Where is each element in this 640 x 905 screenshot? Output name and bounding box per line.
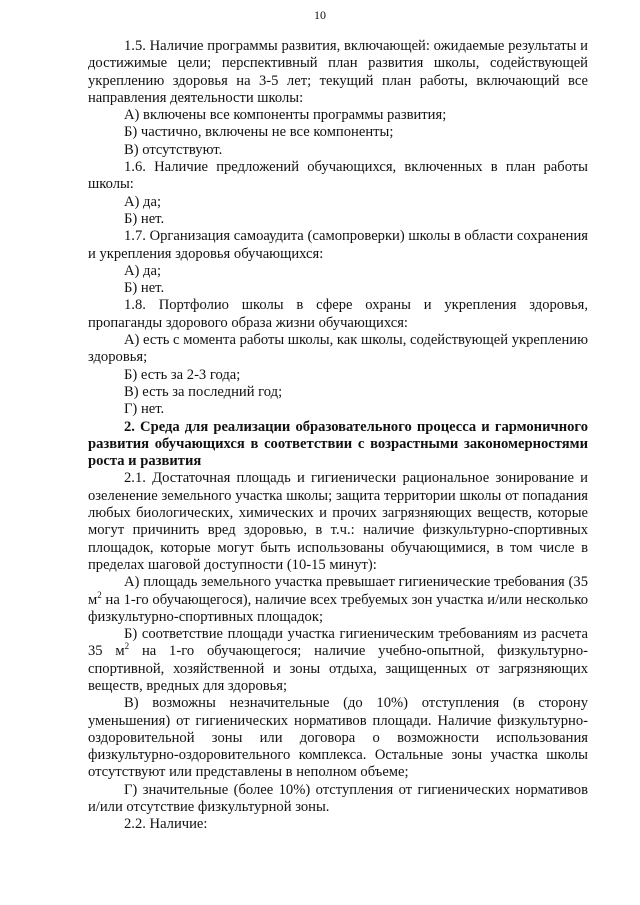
option-1-8-b: Б) есть за 2-3 года;	[124, 366, 241, 383]
option-2-1-a-text-cont: на 1-го обучающегося), наличие всех требуемых зон участка и/или несколько физкультурно-спортивных площадок;	[88, 591, 588, 625]
option-2-1-d: Г) значительные (более 10%) отступления от гигиенических нормативов и/или отсутствие физкультурной зоны.	[88, 781, 588, 816]
option-1-8-d: Г) нет.	[124, 401, 165, 418]
option-1-7-b: Б) нет.	[124, 280, 165, 297]
option-1-5-a: А) включены все компоненты программы развития;	[124, 107, 447, 124]
paragraph-1-5: 1.5. Наличие программы развития, включающей: ожидаемые результаты и достижимые цели; перспективный план развития школы, содействующей укреплению здоровья на 3-5 лет; текущий план работы, включающий все направления деятельности школы:	[88, 38, 588, 106]
option-1-6-b: Б) нет.	[124, 210, 165, 227]
option-1-5-b: Б) частично, включены не все компоненты;	[124, 124, 394, 141]
superscript-2: 2	[97, 589, 102, 600]
page-number: 10	[314, 8, 326, 22]
option-2-1-b-text-cont: на 1-го обучающегося; наличие учебно-опытной, физкультурно-спортивной, хозяйственной и зоны отдыха, защищенных от загрязняющих веществ, вредных для здоровья;	[88, 643, 588, 694]
option-2-1-a-text: А) площадь земельного участка превышает гигиенические требования (35 м	[88, 574, 588, 608]
option-1-6-a: А) да;	[124, 193, 162, 210]
option-2-1-b	[88, 626, 588, 695]
option-2-1-a	[88, 574, 588, 626]
paragraph-2-2: 2.2. Наличие:	[124, 816, 208, 833]
section-2-heading: 2. Среда для реализации образовательного процесса и гармоничного развития обучающихся в соответствии с возрастными закономерностями роста и развития	[88, 418, 588, 470]
paragraph-1-6: 1.6. Наличие предложений обучающихся, включенных в план работы школы:	[88, 159, 588, 193]
option-1-7-a: А) да;	[124, 262, 162, 279]
option-2-1-b-text: Б) соответствие площади участка гигиеническим требованиям из расчета 35 м	[88, 626, 588, 660]
paragraph-2-1: 2.1. Достаточная площадь и гигиенически рациональное зонирование и озеленение земельного участка школы; защита территории школы от попадания любых биологических, химических и прочих загрязняющих веществ, которые могут причинить вред здоровью, в т.ч.: наличие физкультурно-спортивных площадок, которые могут быть использованы обучающимися, в том числе в пределах шаговой доступности (10-15 минут):	[88, 470, 588, 573]
option-2-1-c: В) возможны незначительные (до 10%) отступления (в сторону уменьшения) от гигиенических нормативов площади. Наличие физкультурно-оздоровительной зоны или договора о возможности использования физкультурно-оздоровительного комплекса. Остальные зоны участка школы отсутствуют или представлены в неполном объеме;	[88, 695, 588, 781]
paragraph-1-7: 1.7. Организация самоаудита (самопроверки) школы в области сохранения и укрепления здоровья обучающихся:	[88, 228, 588, 262]
option-1-8-c: В) есть за последний год;	[124, 383, 283, 400]
superscript-2: 2	[124, 641, 130, 652]
option-1-5-c: В) отсутствуют.	[124, 141, 223, 158]
option-1-8-a: А) есть с момента работы школы, как школы, содействующей укреплению здоровья;	[88, 332, 588, 366]
paragraph-1-8: 1.8. Портфолио школы в сфере охраны и укрепления здоровья, пропаганды здорового образа жизни обучающихся:	[88, 297, 588, 331]
document-body	[88, 38, 588, 834]
